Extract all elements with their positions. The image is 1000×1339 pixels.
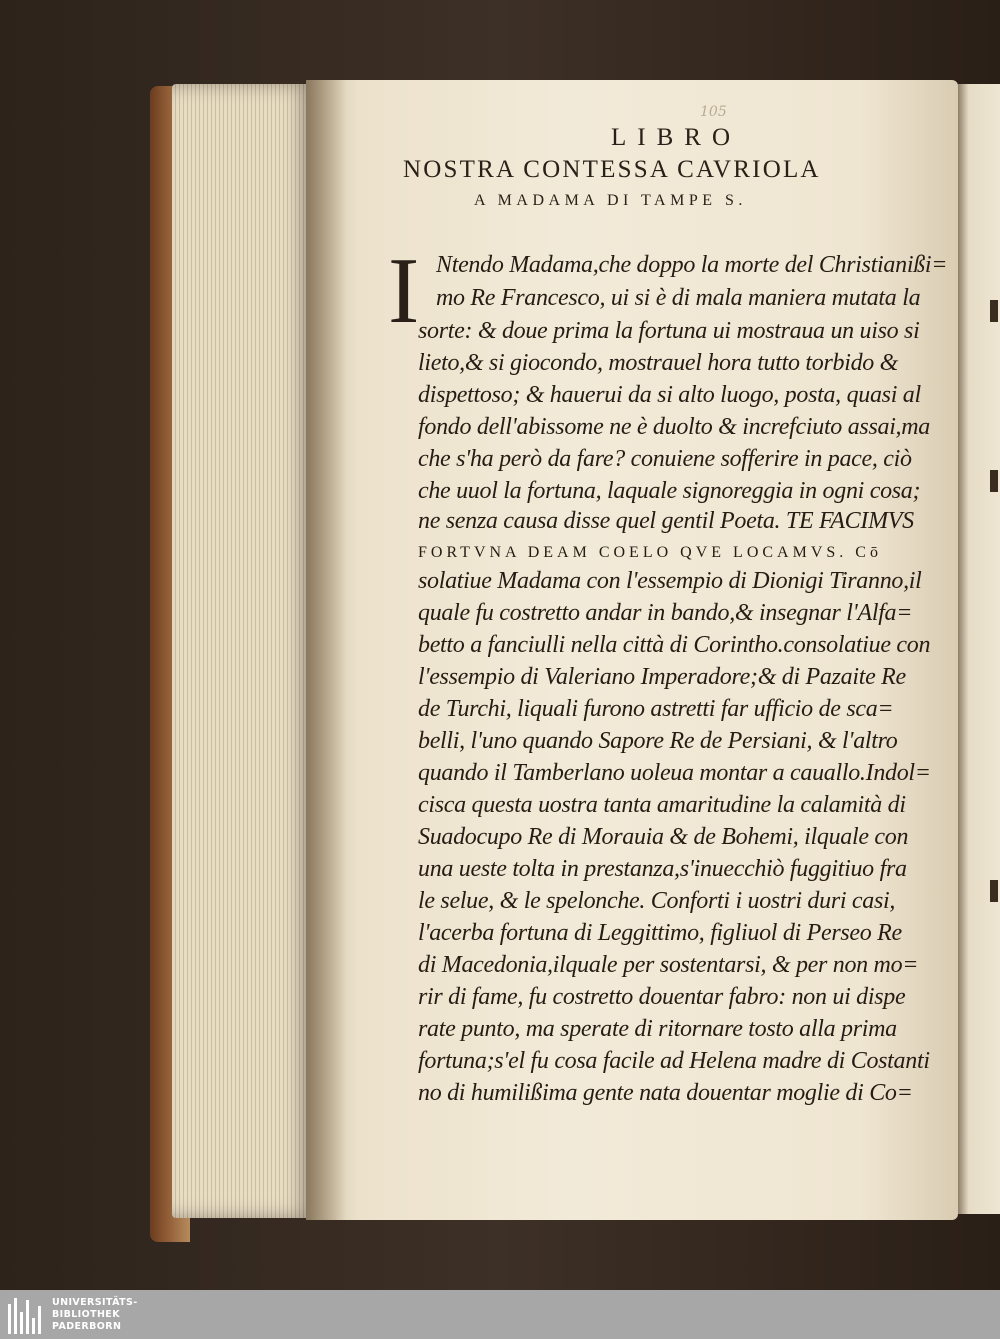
body-line: rir di fame, fu costretto douentar fabro: non ui dispe <box>418 984 906 1010</box>
library-name-line-1: UNIVERSITÄTS- <box>52 1297 138 1308</box>
body-line: le selue, & le spelonche. Conforti i uostri duri casi, <box>418 888 896 914</box>
chapter-title: NOSTRA CONTESSA CAVRIOLA <box>403 156 821 183</box>
body-line: betto a fanciulli nella città di Corintho.consolatiue con <box>418 632 931 658</box>
drop-cap: I <box>388 239 420 343</box>
page-number: 105 <box>700 104 727 120</box>
body-line: belli, l'uno quando Sapore Re de Persiani, & l'altro <box>418 728 898 754</box>
body-line: lieto,& si giocondo, mostrauel hora tutto torbido & <box>418 350 899 376</box>
body-line: ne senza causa disse quel gentil Poeta. TE FACIMVS <box>418 508 914 534</box>
body-line: rate punto, ma sperate di ritornare tosto alla prima <box>418 1016 897 1042</box>
body-line: quale fu costretto andar in bando,& insegnar l'Alfa= <box>418 600 913 626</box>
facing-page <box>952 84 1000 1214</box>
body-line: dispettoso; & hauerui da si alto luogo, posta, quasi al <box>418 382 921 408</box>
body-line: sorte: & doue prima la fortuna ui mostraua un uiso si <box>418 318 920 344</box>
body-line: mo Re Francesco, ui si è di mala maniera mutata la <box>436 285 921 311</box>
chapter-subtitle: A MADAMA DI TAMPE S. <box>474 192 747 209</box>
running-head: LIBRO <box>611 124 741 151</box>
library-name-line-2: BIBLIOTHEK <box>52 1309 120 1320</box>
page-edges <box>172 84 314 1218</box>
spine-shadow <box>306 80 346 1220</box>
library-name-line-3: PADERBORN <box>52 1321 122 1332</box>
body-line: no di humilißima gente nata douentar moglie di Co= <box>418 1080 913 1106</box>
body-line: cisca questa uostra tanta amaritudine la calamità di <box>418 792 906 818</box>
body-line: Ntendo Madama,che doppo la morte del Christianißi= <box>436 252 948 278</box>
body-line: de Turchi, liquali furono astretti far ufficio de sca= <box>418 696 894 722</box>
body-line: di Macedonia,ilquale per sostentarsi, & per non mo= <box>418 952 919 978</box>
body-line: Suadocupo Re di Morauia & de Bohemi, ilquale con <box>418 824 909 850</box>
body-line: quando il Tamberlano uoleua montar a cauallo.Indol= <box>418 760 931 786</box>
body-line: FORTVNA DEAM COELO QVE LOCAMVS. Cō <box>418 544 882 561</box>
body-line: l'acerba fortuna di Leggittimo, figliuol di Perseo Re <box>418 920 902 946</box>
library-footer-bar <box>0 1290 1000 1339</box>
body-line: l'essempio di Valeriano Imperadore;& di Pazaite Re <box>418 664 906 690</box>
body-line: che uuol la fortuna, laquale signoreggia in ogni cosa; <box>418 478 921 504</box>
body-line: fortuna;s'el fu cosa facile ad Helena madre di Costanti <box>418 1048 930 1074</box>
library-logo-icon <box>6 1296 44 1334</box>
body-line: che s'ha però da fare? conuiene sofferire in pace, ciò <box>418 446 912 472</box>
body-line: una ueste tolta in prestanza,s'inuecchiò fuggitiuo fra <box>418 856 907 882</box>
body-line: fondo dell'abissome ne è duolto & increfciuto assai,ma <box>418 414 930 440</box>
body-line: solatiue Madama con l'essempio di Dionigi Tiranno,il <box>418 568 922 594</box>
